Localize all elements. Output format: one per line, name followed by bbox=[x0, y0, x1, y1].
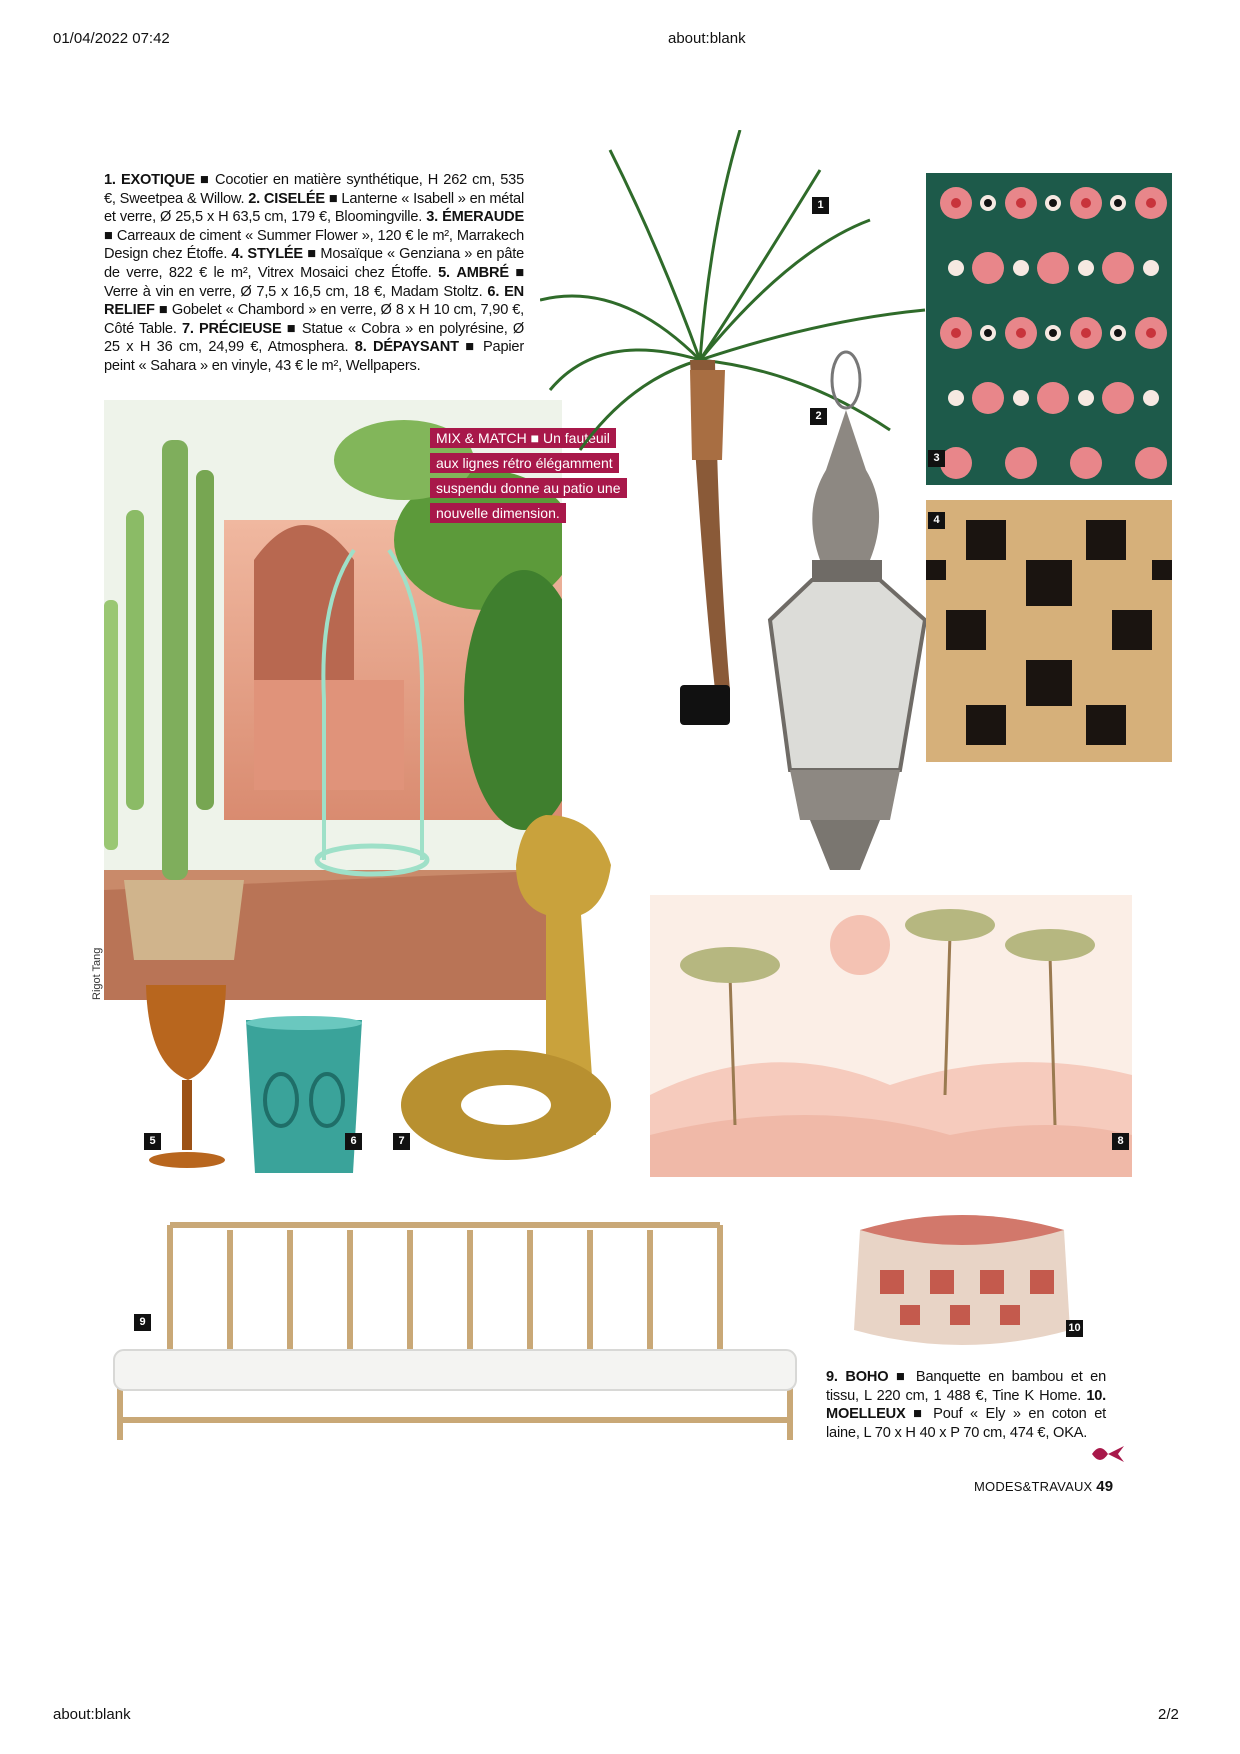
magazine-page-number: 49 bbox=[1096, 1478, 1114, 1495]
badge-7: 7 bbox=[393, 1133, 410, 1150]
caption-line-1: MIX & MATCH ■ Un fauteuil bbox=[430, 428, 616, 448]
intro-item-3: 3. ÉMERAUDE ■ Carreaux de ciment « Summer Flower », 120 € le m², Marrakech Design chez Étoffe. bbox=[104, 209, 525, 263]
badge-3: 3 bbox=[928, 450, 945, 467]
genziana-mosaic-image bbox=[926, 500, 1172, 762]
intro-text bbox=[104, 171, 524, 376]
print-title: about:blank bbox=[668, 30, 746, 47]
badge-5: 5 bbox=[144, 1133, 161, 1150]
cobra-statue-image bbox=[396, 805, 676, 1165]
magazine-brand: MODES&TRAVAUX bbox=[974, 1479, 1093, 1494]
bottom-item-10: 10. MOELLEUX ■ Pouf « Ely » en coton et laine, L 70 x H 40 x P 70 cm, 474 €, OKA. bbox=[826, 1387, 1106, 1441]
bottom-item-9: 9. BOHO ■ Banquette en bambou et en tissu, L 220 cm, 1 488 €, Tine K Home. bbox=[826, 1369, 1106, 1404]
ely-pouf-image bbox=[840, 1210, 1084, 1352]
sahara-wallpaper-image bbox=[650, 895, 1132, 1177]
bottom-text bbox=[826, 1368, 1106, 1442]
intro-item-8: 8. DÉPAYSANT ■ Papier peint « Sahara » en vinyle, 43 € le m², Wellpapers. bbox=[104, 339, 524, 374]
caption-line-4: nouvelle dimension. bbox=[430, 503, 566, 523]
intro-item-2: 2. CISELÉE ■ Lanterne « Isabell » en métal et verre, Ø 25,5 x H 63,5 cm, 179 €, Bloomingville. bbox=[104, 190, 525, 226]
magazine-footer bbox=[974, 1478, 1113, 1495]
badge-6: 6 bbox=[345, 1133, 362, 1150]
caption-line-2: aux lignes rétro élégamment bbox=[430, 453, 619, 473]
print-datetime: 01/04/2022 07:42 bbox=[53, 30, 170, 47]
print-footer-url: about:blank bbox=[53, 1706, 131, 1723]
intro-item-6: 6. EN RELIEF ■ Gobelet « Chambord » en verre, Ø 8 x H 10 cm, 7,90 €, Côté Table. bbox=[104, 283, 525, 337]
amber-wine-glass-image bbox=[136, 980, 236, 1180]
photo-credit: Rigot Tang bbox=[91, 947, 103, 1000]
caption-line-3: suspendu donne au patio une bbox=[430, 478, 627, 498]
bamboo-daybed-image bbox=[110, 1205, 800, 1445]
green-tumbler-image bbox=[241, 1015, 367, 1180]
badge-4: 4 bbox=[928, 512, 945, 529]
badge-2: 2 bbox=[810, 408, 827, 425]
print-footer-page: 2/2 bbox=[1158, 1706, 1179, 1723]
intro-item-5: 5. AMBRÉ ■ Verre à vin en verre, Ø 7,5 x 16,5 cm, 18 €, Madam Stoltz. bbox=[104, 264, 524, 300]
end-mark-icon bbox=[1090, 1442, 1126, 1471]
intro-item-1: 1. EXOTIQUE ■ Cocotier en matière synthétique, H 262 cm, 535 €, Sweetpea & Willow. bbox=[104, 172, 524, 207]
summer-flower-tiles-image bbox=[926, 173, 1172, 485]
badge-9: 9 bbox=[134, 1314, 151, 1331]
badge-8: 8 bbox=[1112, 1133, 1129, 1150]
badge-1: 1 bbox=[812, 197, 829, 214]
intro-item-7: 7. PRÉCIEUSE ■ Statue « Cobra » en polyrésine, Ø 25 x H 36 cm, 24,99 €, Atmosphera. bbox=[104, 320, 525, 356]
badge-10: 10 bbox=[1066, 1320, 1083, 1337]
intro-item-4: 4. STYLÉE ■ Mosaïque « Genziana » en pâte de verre, 822 € le m², Vitrex Mosaici chez Étoffe. bbox=[104, 246, 525, 281]
